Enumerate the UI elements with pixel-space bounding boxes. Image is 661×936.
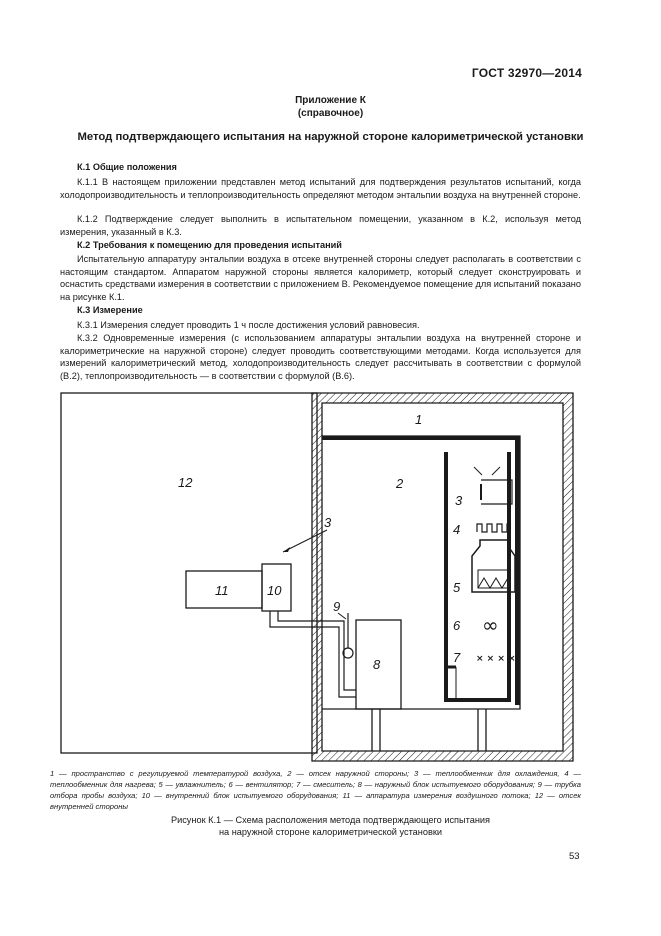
indoor-compartment	[61, 393, 317, 753]
paragraph-k2: Испытательную аппаратуру энтальпии воздуха в отсеке внутренней стороны следует располагать в соответствии с настоящим стандартом. Аппаратом наружной стороны является калориметр, который следует сконструировать и оснастить средствами измерения в соответствии с приложением В. Рекомендуемое помещение для испытаний показано на рисунке К.1.	[60, 254, 581, 302]
label-11: 11	[215, 583, 229, 598]
label-3: 3	[455, 493, 463, 508]
annex-title: Приложение К	[295, 95, 366, 106]
heating-coil	[477, 524, 510, 532]
label-8: 8	[373, 657, 381, 672]
label-1: 1	[415, 412, 423, 427]
label-3-arrow: 3	[324, 515, 332, 530]
paragraph-k3-2: К.3.2 Одновременные измерения (с использованием аппаратуры энтальпии воздуха на внутренней стороне и калориметрические на наружной стороне) следует проводить соответствующими методами. Когда используется для измерений калориметрический метод, холодопроизводительность следует рассчитывать в соответствии с формулой (В.2), теплопроизводительность — в соответствии с формулой (В.6).	[60, 333, 581, 381]
label-9: 9	[333, 599, 341, 614]
standard-number: ГОСТ 32970—2014	[471, 66, 582, 80]
label-6: 6	[453, 618, 461, 633]
annex-heading: Метод подтверждающего испытания на наружной стороне калориметрической установки	[77, 131, 584, 143]
paragraph-k1-2: К.1.2 Подтверждение следует выполнить в испытательном помещении, указанном в К.2, используя метод измерения, указанный в К.3.	[60, 214, 581, 237]
section-k3-heading: К.3 Измерение	[77, 305, 143, 315]
label-4: 4	[453, 522, 461, 537]
fan-symbol: ∞	[482, 613, 499, 637]
label-2: 2	[396, 476, 404, 491]
label-7: 7	[453, 650, 461, 665]
page-number: 53	[569, 851, 580, 862]
annex-subtitle: (справочное)	[297, 108, 364, 119]
section-k2-heading: К.2 Требования к помещению для проведения испытаний	[77, 240, 342, 250]
label-5: 5	[453, 580, 461, 595]
paragraph-k1-1: К.1.1 В настоящем приложении представлен метод испытаний для подтверждения результатов испытаний, когда холодопроизводительность и теплопроизводительность определяют методом энтальпии воздуха на внутренней стороне.	[60, 177, 581, 200]
figure-title-line-2: на наружной стороне калориметрической установки	[218, 827, 443, 837]
figure-title-line-1: Рисунок К.1 — Схема расположения метода подтверждающего испытания	[170, 815, 491, 825]
label-10: 10	[267, 583, 282, 598]
compartment-wall-top	[322, 436, 520, 440]
controlled-temperature-space-wall	[312, 393, 573, 761]
paragraph-k3-1: К.3.1 Измерения следует проводить 1 ч после достижения условий равновесия.	[77, 320, 420, 330]
section-k1-heading: К.1 Общие положения	[77, 162, 177, 172]
figure-legend: 1 — пространство с регулируемой температурой воздуха, 2 — отсек наружной стороны; 3 — теплообменник для охлаждения, 4 — теплообменник для нагрева; 5 — увлажнитель; 6 — вентилятор; 7 — смеситель; 8 — наружный блок испытуемого оборудования; 9 — трубка отбора пробы воздуха; 10 — внутренний блок испытуемого оборудования; 11 — аппаратура измерения воздушного потока; 12 — отсек внутренней стороны	[50, 769, 581, 811]
outdoor-compartment	[322, 436, 520, 709]
label-12: 12	[178, 475, 193, 490]
mixer-symbol: × × × ×	[476, 654, 516, 664]
